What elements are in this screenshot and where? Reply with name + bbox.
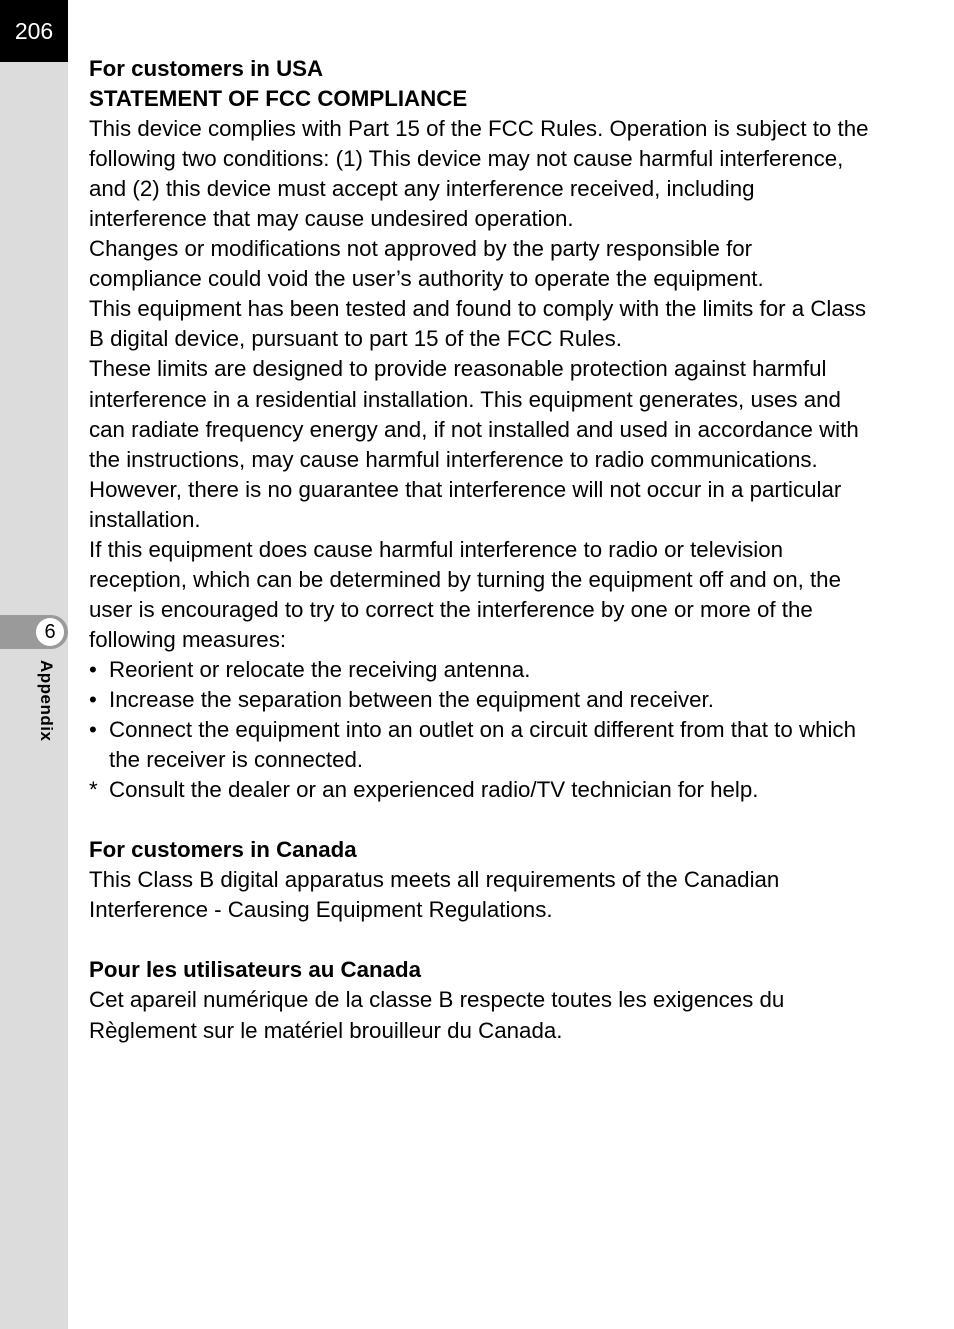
list-marker: • xyxy=(89,656,97,682)
fcc-paragraph-limits: These limits are designed to provide reasonable protection against harmful interference in a residential installation. This equipment generates, uses and can radiate frequency energy and, if not installed and used in accordance with the instructions, may cause harmful interference to radio communications. However, there is no guarantee that interference will not occur in a particular installation. xyxy=(89,356,859,532)
list-item xyxy=(89,775,869,805)
page-number: 206 xyxy=(0,0,68,62)
side-margin-strip xyxy=(0,0,68,1329)
list-item-text: Consult the dealer or an experienced radio/TV technician for help. xyxy=(109,777,759,803)
list-item-text: Increase the separation between the equipment and receiver. xyxy=(109,686,714,712)
list-marker: * xyxy=(89,777,98,803)
section-spacer xyxy=(89,925,869,955)
fcc-statement-heading: STATEMENT OF FCC COMPLIANCE xyxy=(89,86,468,112)
list-item-text: Connect the equipment into an outlet on a circuit different from that to which the receiver is connected. xyxy=(109,717,856,773)
fcc-paragraph-conditions: This device complies with Part 15 of the FCC Rules. Operation is subject to the following two conditions: (1) This device may not cause harmful interference, and (2) this device must accept any interference received, including interference that may cause undesired operation. xyxy=(89,116,869,232)
list-marker: • xyxy=(89,686,97,712)
fcc-paragraph-modifications: Changes or modifications not approved by the party responsible for compliance could void the user’s authority to operate the equipment. xyxy=(89,236,764,292)
canada-text: This Class B digital apparatus meets all requirements of the Canadian Interference - Causing Equipment Regulations. xyxy=(89,867,780,923)
list-item-text: Reorient or relocate the receiving antenna. xyxy=(109,656,531,682)
canada-heading: For customers in Canada xyxy=(89,837,357,863)
fcc-paragraph-measures-intro: If this equipment does cause harmful interference to radio or television reception, which can be determined by turning the equipment off and on, the user is encouraged to try to correct the interference by one or more of the following measures: xyxy=(89,536,841,652)
fcc-paragraph-class-b: This equipment has been tested and found to comply with the limits for a Class B digital device, pursuant to part 15 of the FCC Rules. xyxy=(89,296,867,352)
list-item xyxy=(89,685,869,715)
page-content xyxy=(89,54,869,1046)
chapter-label: Appendix xyxy=(37,660,56,742)
section-spacer xyxy=(89,805,869,835)
list-marker: • xyxy=(89,717,97,743)
measures-list xyxy=(89,655,869,805)
canada-fr-text: Cet apareil numérique de la classe B respecte toutes les exigences du Règlement sur le matériel brouilleur du Canada. xyxy=(89,987,785,1043)
canada-fr-heading: Pour les utilisateurs au Canada xyxy=(89,957,422,983)
usa-heading: For customers in USA xyxy=(89,56,324,81)
chapter-number: 6 xyxy=(36,618,64,646)
list-item xyxy=(89,655,869,685)
list-item xyxy=(89,715,869,775)
